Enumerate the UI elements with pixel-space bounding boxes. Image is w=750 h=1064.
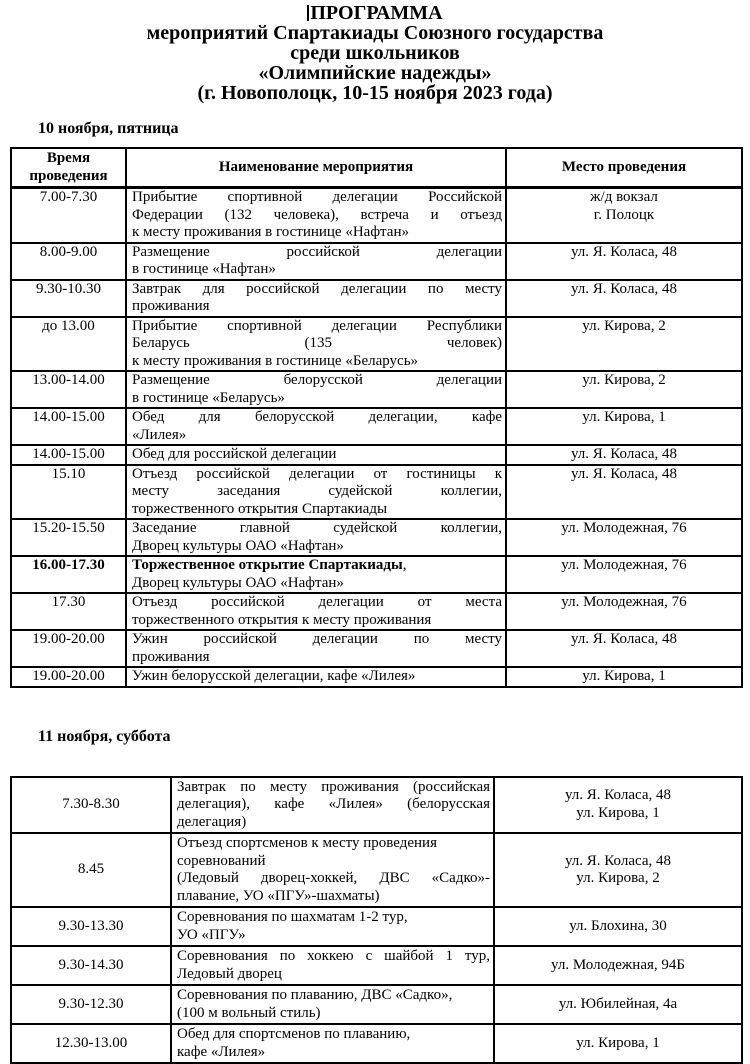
event-cell: Размещение российской делегации в гостинице «Нафтан»: [126, 243, 506, 280]
table-row: [11, 556, 742, 593]
time-cell: 19.00-20.00: [11, 667, 126, 687]
place-cell: ул. Кирова, 1: [506, 667, 742, 687]
time-cell: 9.30-12.30: [11, 985, 171, 1024]
table-row: [11, 408, 742, 445]
table-row: [11, 243, 742, 280]
event-cell: Размещение белорусской делегации в гостинице «Беларусь»: [126, 371, 506, 408]
table-row: [11, 777, 742, 834]
day2-heading: 11 ноября, суббота: [38, 728, 750, 746]
table-row: [11, 667, 742, 687]
time-cell: 15.10: [11, 465, 126, 520]
place-cell: ул. Кирова, 2: [506, 371, 742, 408]
event-cell: Обед для российской делегации: [126, 445, 506, 465]
table-row: [11, 445, 742, 465]
place-cell: ул. Молодежная, 76: [506, 556, 742, 593]
table-row: [11, 519, 742, 556]
event-cell: Обед для белорусской делегации, кафе «Лилея»: [126, 408, 506, 445]
place-cell: ул. Молодежная, 76: [506, 593, 742, 630]
time-cell: до 13.00: [11, 317, 126, 372]
place-cell: ул. Кирова, 1: [494, 1024, 742, 1063]
event-suffix: ,: [403, 557, 407, 573]
event-cell: Отъезд российской делегации от гостиницы к месту заседания судейской коллегии, торжественного открытия Спартакиады: [126, 465, 506, 520]
event-cell: Соревнования по шахматам 1-2 тур, УО «ПГУ»: [171, 907, 494, 946]
place-cell: ул. Я. Коласа, 48: [506, 445, 742, 465]
event-line: [132, 557, 502, 575]
time-cell: 17.30: [11, 593, 126, 630]
place-cell: ул. Блохина, 30: [494, 907, 742, 946]
table-row: [11, 593, 742, 630]
column-header-event: Наименование мероприятия: [126, 148, 506, 188]
place-cell: ул. Я. Коласа, 48 ул. Кирова, 2: [494, 833, 742, 907]
table-row: [11, 188, 742, 243]
header-row: [11, 148, 742, 188]
table-row: [11, 465, 742, 520]
event-cell: Завтрак по месту проживания (российская делегация), кафе «Лилея» (белорусская делегация): [171, 777, 494, 834]
time-cell: 16.00-17.30: [11, 556, 126, 593]
place-cell: ул. Молодежная, 94Б: [494, 946, 742, 985]
event-cell: Прибытие спортивной делегации Российской Федерации (132 человека), встреча и отъезд к месту проживания в гостинице «Нафтан»: [126, 188, 506, 243]
title-line-2: мероприятий Спартакиады Союзного государства: [0, 23, 750, 43]
column-header-place: Место проведения: [506, 148, 742, 188]
table-row: [11, 946, 742, 985]
time-cell: 14.00-15.00: [11, 408, 126, 445]
table-row: [11, 630, 742, 667]
place-cell: ул. Я. Коласа, 48: [506, 465, 742, 520]
event-cell: Прибытие спортивной делегации Республики Беларусь (135 человек) к месту проживания в гостинице «Беларусь»: [126, 317, 506, 372]
title-line-3: среди школьников: [0, 43, 750, 63]
time-cell: 9.30-14.30: [11, 946, 171, 985]
time-cell: 9.30-13.30: [11, 907, 171, 946]
time-cell: 15.20-15.50: [11, 519, 126, 556]
table-row: [11, 985, 742, 1024]
time-cell: 14.00-15.00: [11, 445, 126, 465]
place-cell: ул. Кирова, 1: [506, 408, 742, 445]
place-cell: ул. Я. Коласа, 48: [506, 630, 742, 667]
place-cell: ул. Молодежная, 76: [506, 519, 742, 556]
place-cell: ул. Кирова, 2: [506, 317, 742, 372]
table-row: [11, 317, 742, 372]
title-line-5: (г. Новополоцк, 10-15 ноября 2023 года): [0, 83, 750, 103]
title-text: ПРОГРАММА: [310, 2, 442, 24]
day1-heading: 10 ноября, пятница: [38, 120, 750, 138]
day1-schedule-table: [10, 147, 743, 688]
time-cell: 8.00-9.00: [11, 243, 126, 280]
title-block: [0, 0, 750, 103]
event-cell: Ужин российской делегации по месту проживания: [126, 630, 506, 667]
event-cell: Заседание главной судейской коллегии, Дворец культуры ОАО «Нафтан»: [126, 519, 506, 556]
event-cell: Обед для спортсменов по плаванию, кафе «Лилея»: [171, 1024, 494, 1063]
time-cell: 9.30-10.30: [11, 280, 126, 317]
table-row: [11, 1024, 742, 1063]
time-cell: 19.00-20.00: [11, 630, 126, 667]
event-bold-text: Торжественное открытие Спартакиады: [132, 557, 403, 573]
place-cell: ул. Юбилейная, 4а: [494, 985, 742, 1024]
place-cell: ул. Я. Коласа, 48: [506, 243, 742, 280]
table-row: [11, 833, 742, 907]
event-cell: Соревнования по плаванию, ДВС «Садко», (100 м вольный стиль): [171, 985, 494, 1024]
event-cell: Завтрак для российской делегации по месту проживания: [126, 280, 506, 317]
title-line-4: «Олимпийские надежды»: [0, 63, 750, 83]
event-line: Дворец культуры ОАО «Нафтан»: [132, 575, 502, 593]
column-header-time: Время проведения: [11, 148, 126, 188]
time-cell: 7.00-7.30: [11, 188, 126, 243]
table-row: [11, 280, 742, 317]
table-row: [11, 371, 742, 408]
day2-schedule-table: [10, 776, 743, 1064]
place-cell: ул. Я. Коласа, 48: [506, 280, 742, 317]
event-cell: Соревнования по хоккею с шайбой 1 тур, Ледовый дворец: [171, 946, 494, 985]
place-cell: ж/д вокзал г. Полоцк: [506, 188, 742, 243]
time-cell: 12.30-13.00: [11, 1024, 171, 1063]
time-cell: 13.00-14.00: [11, 371, 126, 408]
event-cell: Отъезд спортсменов к месту проведения соревнований (Ледовый дворец-хоккей, ДВС «Садко»- плавание, УО «ПГУ»-шахматы): [171, 833, 494, 907]
event-cell: Отъезд российской делегации от места торжественного открытия к месту проживания: [126, 593, 506, 630]
table-row: [11, 907, 742, 946]
title-line-1: [0, 3, 750, 23]
time-cell: 8.45: [11, 833, 171, 907]
event-cell: [126, 556, 506, 593]
event-cell: Ужин белорусской делегации, кафе «Лилея»: [126, 667, 506, 687]
time-cell: 7.30-8.30: [11, 777, 171, 834]
place-cell: ул. Я. Коласа, 48 ул. Кирова, 1: [494, 777, 742, 834]
